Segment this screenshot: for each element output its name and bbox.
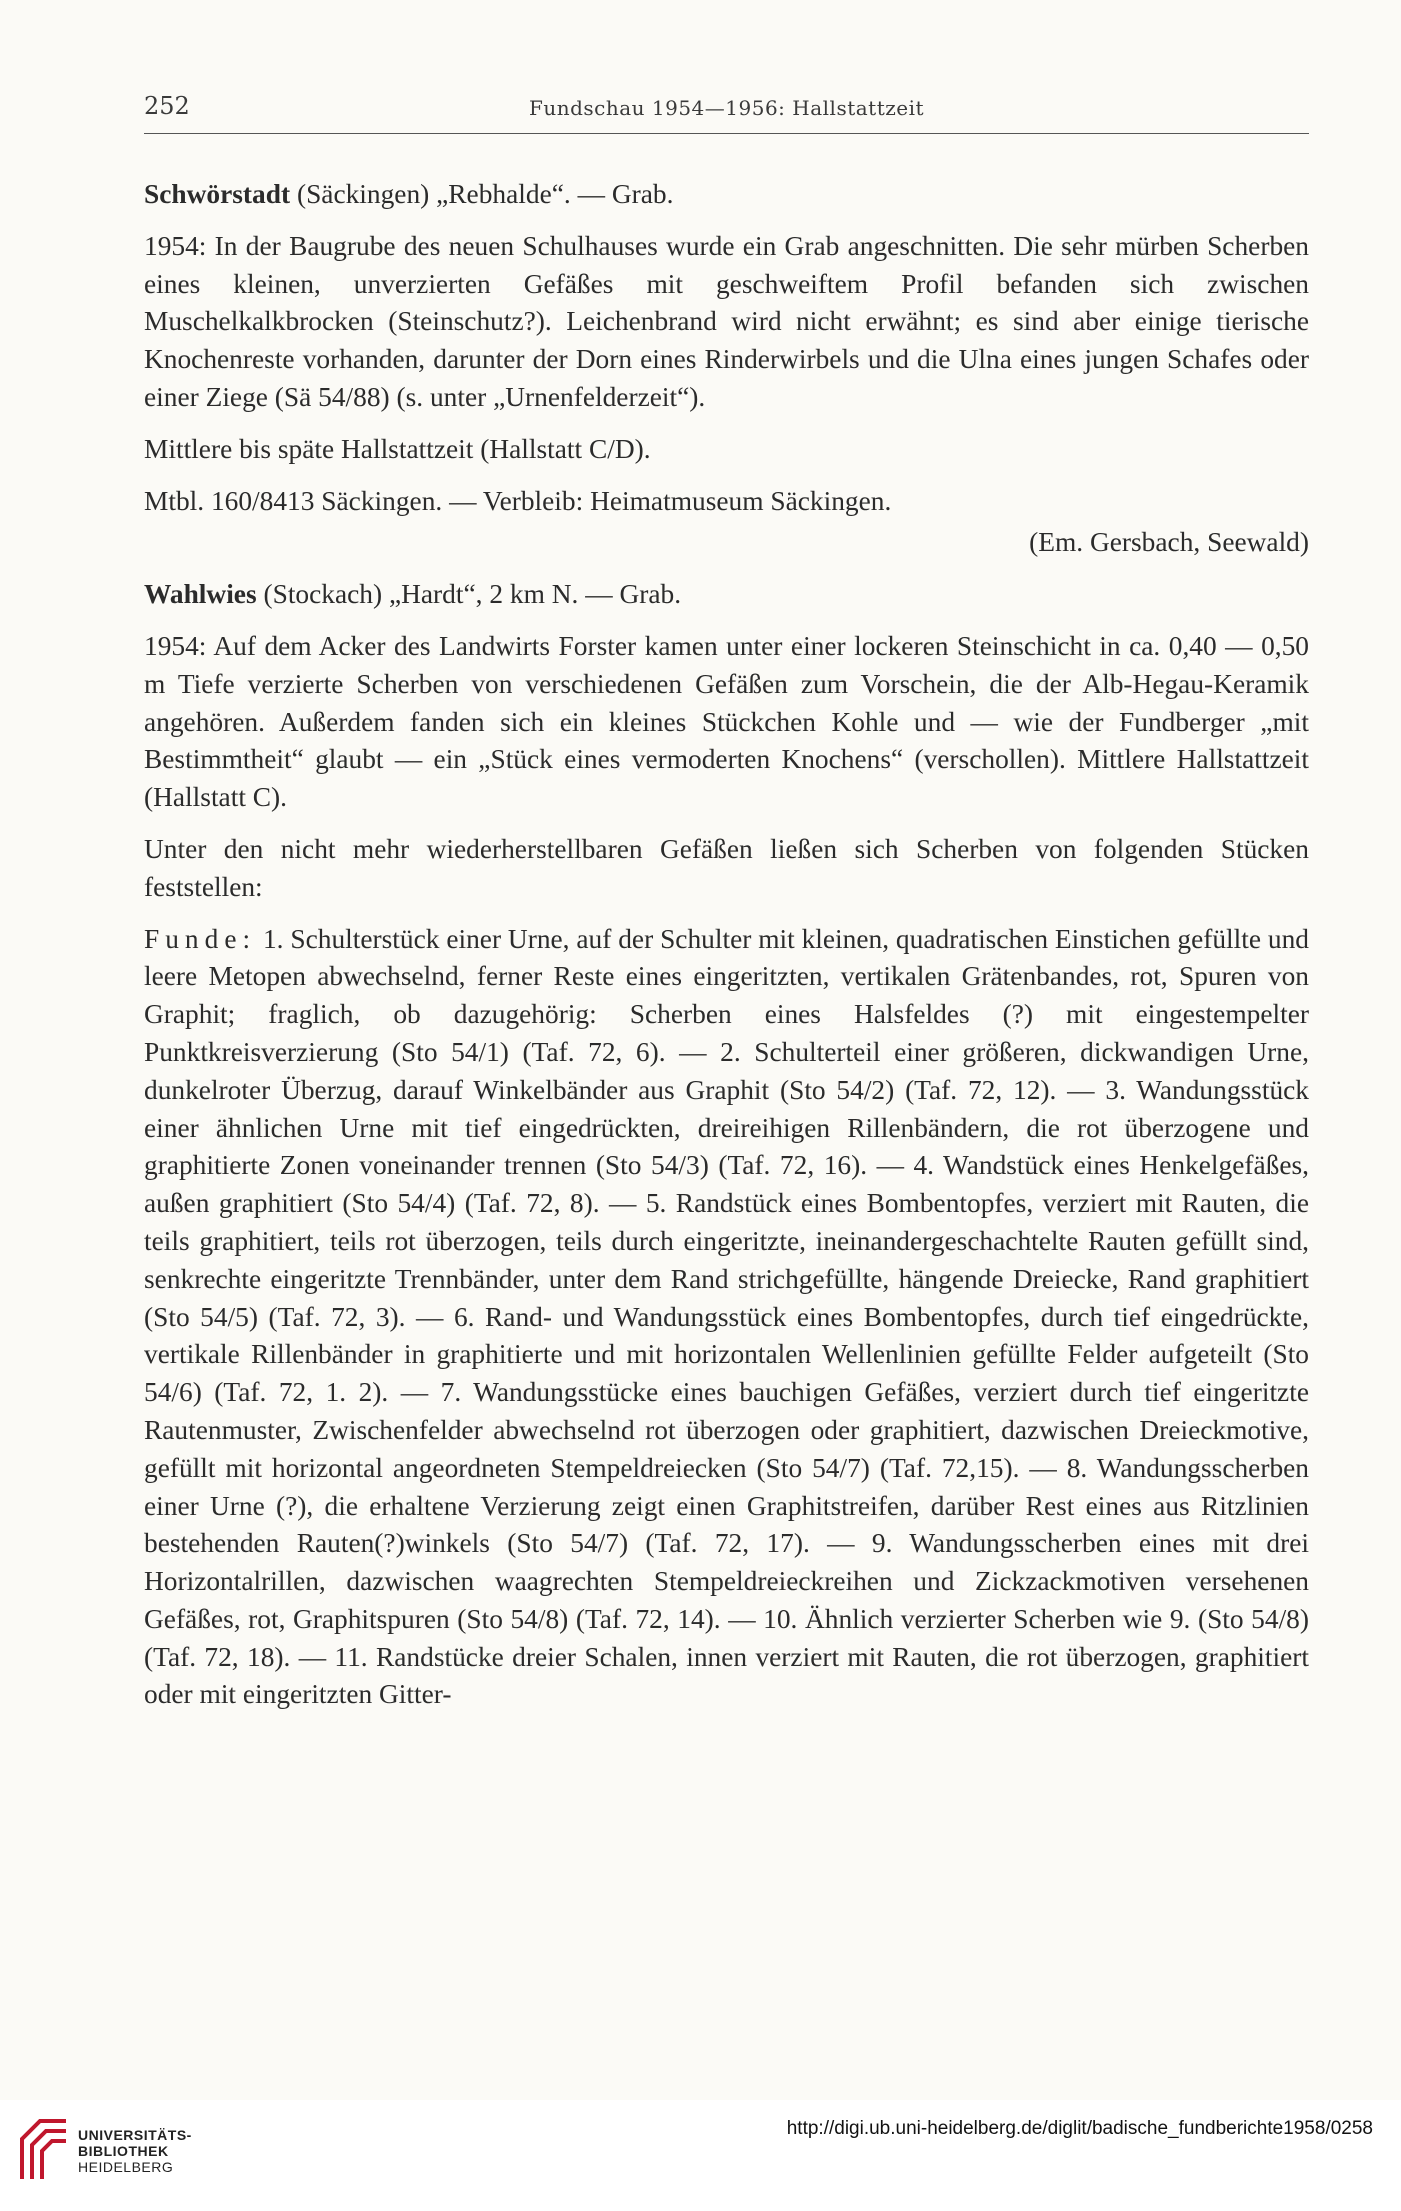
header-rule xyxy=(144,133,1309,134)
article-body xyxy=(144,176,1309,1728)
library-line: BIBLIOTHEK xyxy=(78,2143,169,2159)
author-credit: (Em. Gersbach, Seewald) xyxy=(1029,527,1309,558)
library-line: UNIVERSITÄTS- xyxy=(78,2127,192,2143)
paragraph: 1954: In der Baugrube des neuen Schulhauses wurde ein Grab angeschnitten. Die sehr mürben Scherben eines kleinen, unverzierten Gefäßes mit geschweiftem Profil befanden sich zwischen Muschelkalkbrocken (Steinschutz?). Leichenbrand wird nicht erwähnt; es sind aber einige tierische Knochenreste vorhanden, darunter der Dorn eines Rinderwirbels und die Ulna eines jungen Schafes oder einer Ziege (Sä 54/88) (s. unter „Urnenfelderzeit“). xyxy=(144,230,1309,412)
paragraph: Unter den nicht mehr wiederherstellbaren Gefäßen ließen sich Scherben von folgenden Stücken feststellen: xyxy=(144,833,1309,902)
heading-rest: (Stockach) „Hardt“, 2 km N. — Grab. xyxy=(256,579,682,610)
funde-label: Funde: xyxy=(144,923,257,954)
funde-text: 1. Schulterstück einer Urne, auf der Schulter mit kleinen, quadratischen Einstichen gefüllte und leere Metopen abwechselnd, ferner Reste eines eingeritzten, vertikalen Grätenbandes, rot, Spuren von Graphit; fraglich, ob dazugehörig: Scherben eines Halsfeldes (?) mit eingestempelter Punktkreisverzierung (Sto 54/1) (Taf. 72, 6). — 2. Schulterteil einer größeren, dickwandigen Urne, dunkelroter Überzug, darauf Winkelbänder aus Graphit (Sto 54/2) (Taf. 72, 12). — 3. Wandungsstück einer ähnlichen Urne mit tief eingedrückten, dreireihigen Rillenbändern, die rot überzogene und graphitierte Zonen voneinander trennen (Sto 54/3) (Taf. 72, 16). — 4. Wandstück eines Henkelgefäßes, außen graphitiert (Sto 54/4) (Taf. 72, 8). — 5. Randstück eines Bombentopfes, verziert mit Rauten, die teils graphitiert, teils rot überzogen, teils durch eingeritzte, ineinandergeschachtelte Rauten gefüllt sind, senkrechte eingeritzte Trennbänder, unter dem Rand strichgefüllte, hängende Dreiecke, Rand graphitiert (Sto 54/5) (Taf. 72, 3). — 6. Rand- und Wandungsstück eines Bombentopfes, durch tief eingedrückte, vertikale Rillenbänder in graphitierte und mit horizontalen Wellenlinien gefüllte Felder aufgeteilt (Sto 54/6) (Taf. 72, 1. 2). — 7. Wandungsstücke eines bauchigen Gefäßes, verziert durch tief eingeritzte Rautenmuster, Zwischenfelder abwechselnd rot überzogen oder graphitiert, dazwischen Dreieckmotive, gefüllt mit horizontal angeordneten Stempeldreiecken (Sto 54/7) (Taf. 72,15). — 8. Wandungsscherben einer Urne (?), die erhaltene Verzierung zeigt einen Graphitstreifen, darüber Rest eines aus Ritzlinien bestehenden Rauten(?)winkels (Sto 54/7) (Taf. 72, 17). — 9. Wandungsscherben eines mit drei Horizontalrillen, dazwischen waagrechten Stempeldreieckreihen und Zickzackmotiven versehenen Gefäßes, rot, Graphitspuren (Sto 54/8) (Taf. 72, 14). — 10. Ähnlich verzierter Scherben wie 9. (Sto 54/8) (Taf. 72, 18). — 11. Randstücke dreier Schalen, innen verziert mit Rauten, die rot überzogen, graphitiert oder mit eingeritzten Gitter- xyxy=(144,923,1309,1710)
library-name xyxy=(78,2127,192,2175)
page-header xyxy=(144,92,1309,132)
paragraph: 1954: Auf dem Acker des Landwirts Forster kamen unter einer lockeren Steinschicht in ca. 0,40 — 0,50 m Tiefe verzierte Scherben von verschiedenen Gefäßen zum Vorschein, die der Alb-Hegau-Keramik angehören. Außerdem fanden sich ein kleines Stückchen Kohle und — wie der Fundberger „mit Bestimmtheit“ glaubt — ein „Stück eines vermoderten Knochens“ (verschollen). Mittlere Hallstattzeit (Hallstatt C). xyxy=(144,630,1309,813)
running-title: Fundschau 1954—1956: Hallstattzeit xyxy=(528,96,925,120)
ub-heidelberg-logo-icon xyxy=(18,2117,70,2183)
library-line: HEIDELBERG xyxy=(78,2159,174,2175)
heading-place: Wahlwies xyxy=(144,579,257,610)
digitization-footer xyxy=(0,2100,1401,2211)
funde-paragraph xyxy=(144,921,1309,1715)
section-heading-wahlwies xyxy=(144,576,1309,614)
paragraph: Mtbl. 160/8413 Säckingen. — Verbleib: Heimatmuseum Säckingen. xyxy=(144,485,892,516)
section-heading-schwoerstadt xyxy=(144,176,1309,214)
paragraph: Mittlere bis späte Hallstattzeit (Hallstatt C/D). xyxy=(144,433,651,464)
heading-rest: (Säckingen) „Rebhalde“. — Grab. xyxy=(290,179,674,209)
heading-place: Schwörstadt xyxy=(144,179,291,209)
source-url-link[interactable]: http://digi.ub.uni-heidelberg.de/diglit/badische_fundberichte1958/0258 xyxy=(786,2118,1373,2139)
page-number: 252 xyxy=(144,92,190,120)
